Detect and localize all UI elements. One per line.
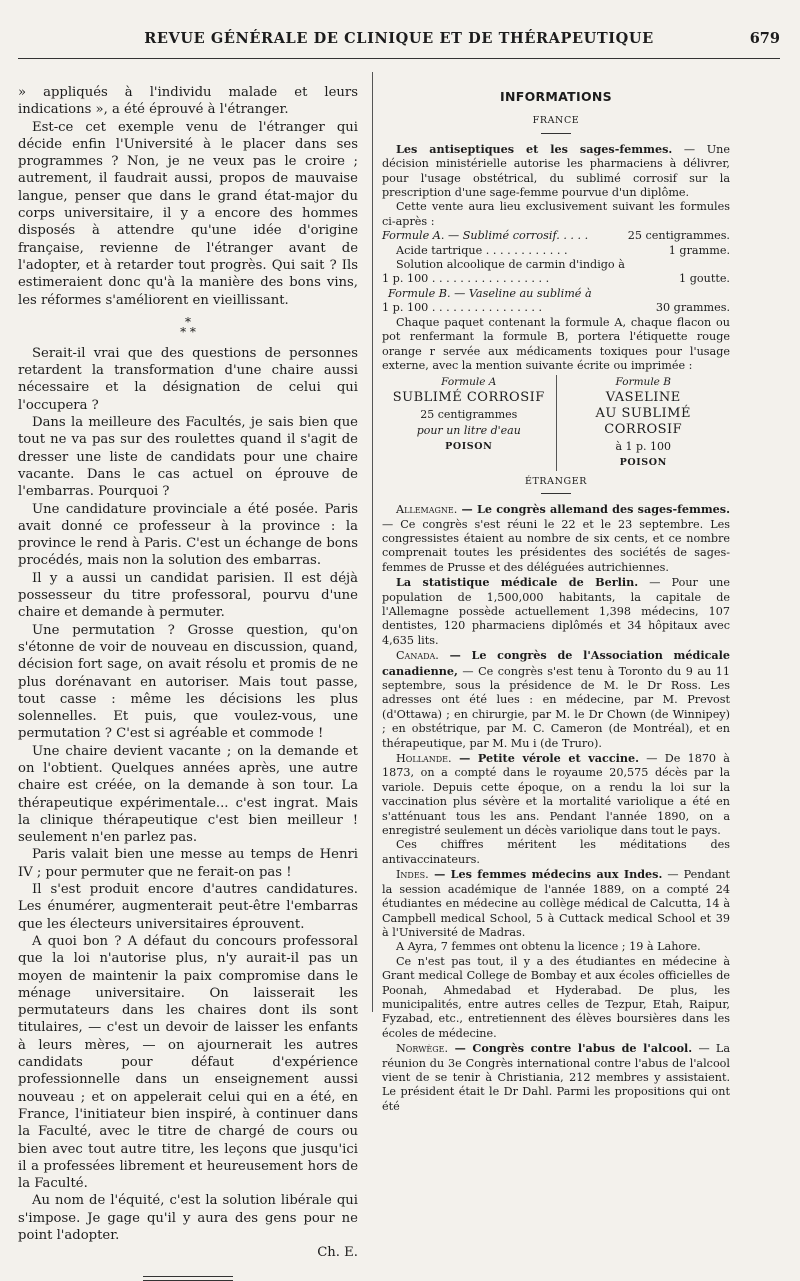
label-dose: 25 centigrammes: [420, 407, 518, 421]
end-rule: [143, 1276, 233, 1277]
subsection-label-etranger: ÉTRANGER: [524, 475, 588, 487]
news-item: [382, 1041, 730, 1114]
formula-qty: 1 goutte.: [679, 272, 730, 286]
news-item: [382, 648, 730, 751]
paragraph: A Ayra, 7 femmes ont obtenu la licence ; 19 à Lahore.: [396, 940, 701, 954]
paragraph: Ce n'est pas tout, il y a des étudiantes en médecine à Grant medical College de Bombay et aux écoles officielles de Poonah, Ahmedabad et Hyderabad. De plus, les municipalités, entre autres celles de Tezpur, Etah, Raipur, Fyzabad, etc., entretiennent des élèves boursières dans les écoles de médecine.: [382, 954, 730, 1040]
formula-label: 1 p. 100 . . . . . . . . . . . . . . . .: [382, 301, 543, 315]
formula-row: [382, 287, 730, 301]
paragraph: Une permutation ? Grosse question, qu'on s'étonne de voir de nouveau en discussion, quand, décision fort sage, on avait résolu et promis de ne plus dorénavant en autoriser. Mais tout passe, tout casse : même les décisions les plus solennelles. Et puis, que voulez-vous, une permutation ? C'est si agréable et commode !: [18, 622, 358, 742]
paragraph: Il y a aussi un candidat parisien. Il est déjà possesseur du titre professoral, pourvu d'une chaire et demande à permuter.: [18, 570, 358, 621]
label-name: AU SUBLIMÉ CORROSIF: [595, 405, 691, 437]
formula-label: Formule A. — Sublimé corrosif. . . . .: [382, 229, 589, 243]
news-item: [382, 867, 730, 940]
paragraph: Paris valait bien une messe au temps de Henri IV ; pour permuter que ne ferait-on pas !: [18, 847, 358, 880]
paragraph: Au nom de l'équité, c'est la solution libérale qui s'impose. Je gage qu'il y aura des gens pour ne point l'adopter.: [18, 1193, 358, 1243]
news-item-text: — De 1870 à 1873, on a compté dans le royaume 20,575 décès par la variole. Depuis cette époque, on a rendu la loi sur la vaccination plus sévère et la mortalité variolique a été en s'atténuant tous les ans. Pendant l'année 1890, on a enregistré seulement un décès variolique dans tout le pays.: [382, 752, 730, 838]
country-label: Canada.: [396, 649, 439, 663]
news-item-text: — Pendant la session académique de l'année 1889, on a compté 24 étudiantes en médecine au collège médical de Calcutta, 14 à Campbell medical School, 5 à Cuttack medical School et 39 à l'Université de Madras.: [382, 868, 730, 939]
right-column: [382, 84, 730, 1114]
news-item-text: — Ce congrès s'est tenu à Toronto du 9 au 11 septembre, sous la présidence de M. le Dr Ross. Les adresses ont été lues : en médecine, par M. Prevost (d'Ottawa) ; en chirurgie, par M. le Dr Chown (de Winnipey) ; en obstétrique, par M. C. Cameron (de Montréal), et en thérapeutique, par M. Mu i (de Truro).: [382, 664, 730, 750]
formula-row: [382, 258, 730, 272]
label-formula-b: [556, 375, 731, 470]
country-label: Allemagne.: [396, 503, 458, 517]
section-title: INFORMATIONS: [500, 89, 612, 104]
formula-qty: 1 gramme.: [668, 243, 730, 257]
formula-label: Acide tartrique . . . . . . . . . . . .: [396, 243, 568, 257]
news-item-title: — Les femmes médecins aux Indes.: [428, 867, 663, 882]
label-formula-a: [382, 375, 556, 470]
paragraph: A quoi bon ? A défaut du concours professoral que la loi n'autorise plus, n'y aurait-il pas un moyen de maintenir la paix compromise dans le ménage universitaire. On laisserait les permutateurs dans les chaires dont ils sont titulaires, — c'est un devoir de laisser les enfants à leurs mères, — on ajournerait les autres candidats pour défaut d'expérience professionnelle dans un enseignement aussi nouveau ; et on appelerait celui qui en a été, en France, l'initiateur bien inspiré, à continuer dans la Faculté, avec le titre de chargé de cours ou bien avec tout autre titre, les leçons que jusqu'ici il a professées librement et heureusement hors de la Faculté.: [18, 933, 358, 1192]
label-warning: POISON: [619, 456, 667, 468]
news-item-title: — Le congrès allemand des sages-femmes.: [457, 502, 730, 517]
paragraph: Chaque paquet contenant la formule A, chaque flacon ou pot renfermant la formule B, portera l'étiquette rouge orange r servée aux médicaments toxiques pour l'usage externe, avec la mention suivante écrite ou imprimée :: [382, 315, 730, 372]
country-label: Norwège.: [396, 1042, 449, 1056]
news-item-text: — Pour une population de 1,500,000 habitants, la capitale de l'Allemagne possède actuellement 1,398 médecins, 107 dentistes, 120 pharmaciens diplômés et 34 hôpitaux avec 4,635 lits.: [382, 576, 731, 647]
end-rule: [143, 1280, 233, 1281]
paragraph: Est-ce cet exemple venu de l'étranger qui décide enfin l'Université à le placer dans ses programmes ? Non, je ne veux pas le croire ; autrement, il faudrait aussi, propos de mauvaise langue, penser que dans le grand état-major du corps universitaire, il y a encore des hommes disposés à attendre qu'une idée d'origine française, revienne de l'étranger avant de l'adopter, et à retarder tout progrès. Qui sait ? Ils estimeraient donc qu'à la manière des bons vins, les réformes s'améliorent en vieillissant.: [18, 119, 358, 308]
label-usage: pour un litre d'eau: [416, 423, 521, 437]
paragraph: Serait-il vrai que des questions de personnes retardent la transformation d'une chaire aussi nécessaire et la désignation de celui qui l'occupera ?: [18, 345, 358, 413]
label-specimens: [382, 375, 730, 470]
formula-row: [382, 229, 730, 243]
paragraph: Dans la meilleure des Facultés, je sais bien que tout ne va pas sur des roulettes quand il s'agit de dresser une liste de candidats pour une chaire vacante. Dans le cas actuel on éprouve de l'embarras. Pourquoi ?: [18, 415, 358, 500]
subsection-rule: [541, 133, 571, 134]
formula-qty: 30 grammes.: [655, 301, 730, 315]
header-rule: [18, 58, 780, 59]
paragraph: Une candidature provinciale a été posée. Paris avait donné ce professeur à la province : la province le rend à Paris. C'est un échange de bons procédés, mais non la solution des embarras.: [18, 501, 358, 569]
formula-qty: 25 centigrammes.: [627, 229, 730, 243]
label-warning: POISON: [445, 440, 493, 452]
separator-star: *: [185, 314, 191, 329]
paragraph: Ces chiffres méritent les méditations des antivaccinateurs.: [382, 838, 730, 866]
signature: Ch. E.: [317, 1245, 358, 1261]
formula-label: 1 p. 100 . . . . . . . . . . . . . . . . .: [382, 272, 550, 286]
news-item-title: Les antiseptiques et les sages-femmes.: [396, 141, 673, 156]
news-item-title: — Petite vérole et vaccine.: [451, 751, 640, 766]
page-header: [18, 28, 780, 58]
label-dose: à 1 p. 100: [615, 439, 672, 453]
formula-row: [382, 272, 730, 286]
news-item-title: — Congrès contre l'abus de l'alcool.: [448, 1041, 693, 1056]
formula-label: Formule B. — Vaseline au sublimé à: [388, 286, 592, 300]
paragraph: Une chaire devient vacante ; on la demande et on l'obtient. Quelques années après, une autre chaire est créée, on la demande à son tour. La thérapeutique expérimentale... c'est ingrat. Mais la clinique thérapeutique c'est bien meilleur ! seulement n'en parlez pas.: [18, 743, 358, 846]
left-column: [18, 84, 358, 1281]
paragraph: Il s'est produit encore d'autres candidatures. Les énumérer, augmenterait peut-être l'embarras que les électeurs universitaires éprouvent.: [18, 882, 358, 932]
formula-label: Solution alcoolique de carmin d'indigo à: [396, 258, 625, 272]
page-number: 679: [749, 30, 780, 47]
news-item-text: — Une décision ministérielle autorise les pharmaciens à délivrer, pour l'usage obstétrical, du sublimé corrosif sur la prescription d'une sage-femme pourvue d'un diplôme.: [382, 142, 730, 200]
paragraph: » appliqués à l'individu malade et leurs indications », a été éprouvé à l'étranger.: [18, 85, 358, 118]
news-item: [382, 751, 730, 838]
country-label: Indes.: [396, 868, 429, 882]
label-heading: Formule A: [441, 376, 497, 389]
news-item-title: La statistique médicale de Berlin.: [396, 575, 639, 590]
country-label: Hollande.: [396, 752, 452, 766]
news-item: [382, 502, 730, 575]
news-item-text: — La réunion du 3e Congrès international contre l'abus de l'alcool vient de se tenir à Christiania, 212 membres y assistaient. Le président était le Dr Dahl. Parmi les propositions qui ont été: [382, 1042, 731, 1113]
formula-row: [382, 244, 730, 258]
paragraph: Cette vente aura lieu exclusivement suivant les formules ci-après :: [382, 200, 730, 228]
news-item: [382, 142, 730, 201]
subsection-rule: [541, 493, 571, 494]
formula-row: [382, 301, 730, 315]
separator-stars: * *: [180, 324, 196, 339]
label-heading: Formule B: [615, 376, 671, 389]
running-title: REVUE GÉNÉRALE DE CLINIQUE ET DE THÉRAPEUTIQUE: [144, 30, 654, 47]
subsection-label-france: FRANCE: [532, 115, 580, 127]
column-divider: [372, 72, 373, 1012]
label-name: SUBLIMÉ CORROSIF: [392, 389, 545, 405]
news-item: [382, 575, 730, 648]
section-separator: [18, 314, 358, 339]
news-item-text: — Ce congrès s'est réuni le 22 et le 23 septembre. Les congressistes étaient au nombre de six cents, et ce nombre comprenait toutes les présidentes des sociétés de sages-femmes de Prusse et des déléguées autrichiennes.: [382, 517, 730, 574]
label-name: VASELINE: [605, 389, 681, 405]
news-item-title: — Le congrès de l'Association médicale canadienne,: [382, 648, 730, 678]
